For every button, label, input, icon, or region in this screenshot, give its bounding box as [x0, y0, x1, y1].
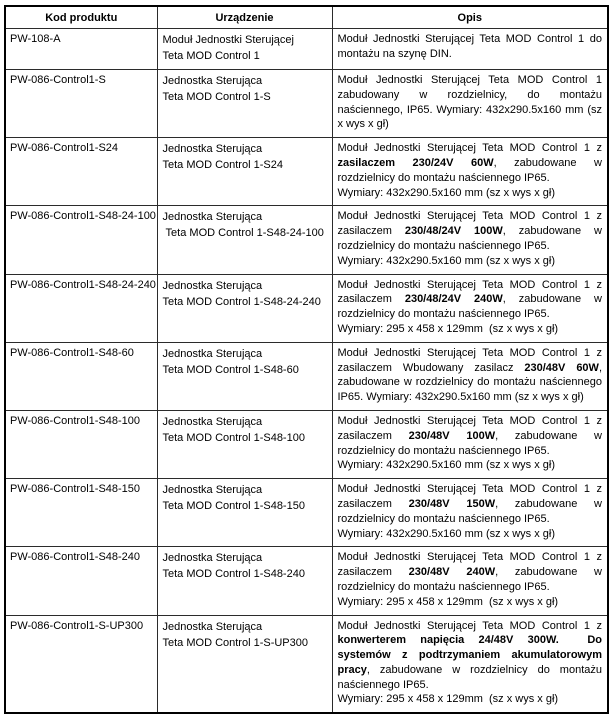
col-header-device: Urządzenie	[157, 6, 332, 29]
table-row	[5, 479, 608, 547]
product-code-cell: PW-086-Control1-S48-24-240	[5, 274, 157, 342]
product-table-head	[5, 6, 608, 29]
device-cell: Jednostka Sterująca Teta MOD Control 1-S48-100	[157, 410, 332, 478]
table-row	[5, 138, 608, 206]
col-header-product-code: Kod produktu	[5, 6, 157, 29]
product-code-cell: PW-086-Control1-S48-60	[5, 342, 157, 410]
table-row	[5, 615, 608, 713]
device-cell: Jednostka Sterująca Teta MOD Control 1-S48-240	[157, 547, 332, 615]
product-code-cell: PW-086-Control1-S-UP300	[5, 615, 157, 713]
col-header-description: Opis	[332, 6, 608, 29]
device-cell: Jednostka Sterująca Teta MOD Control 1-S24	[157, 138, 332, 206]
device-cell: Jednostka Sterująca Teta MOD Control 1-S48-24-240	[157, 274, 332, 342]
device-cell: Moduł Jednostki Sterującej Teta MOD Control 1	[157, 29, 332, 70]
device-cell: Jednostka Sterująca Teta MOD Control 1-S48-150	[157, 479, 332, 547]
description-cell: Moduł Jednostki Sterującej Teta MOD Control 1 z zasilaczem 230/48V 100W, zabudowane w rozdzielnicy do montażu naściennego IP65. Wymiary: 432x290.5x160 mm (sz x wys x gł)	[332, 410, 608, 478]
product-code-cell: PW-086-Control1-S48-150	[5, 479, 157, 547]
product-code-cell: PW-086-Control1-S48-24-100	[5, 206, 157, 274]
description-cell: Moduł Jednostki Sterującej Teta MOD Control 1 z zasilaczem 230/48/24V 240W, zabudowane w rozdzielnicy do montażu naściennego IP65. Wymiary: 295 x 458 x 129mm (sz x wys x gł)	[332, 274, 608, 342]
description-cell: Moduł Jednostki Sterującej Teta MOD Control 1 z zasilaczem Wbudowany zasilacz 230/48V 60W, zabudowane w rozdzielnicy do montażu naściennego IP65. Wymiary: 432x290.5x160 mm (sz x wys x gł)	[332, 342, 608, 410]
product-table	[4, 5, 609, 714]
table-row	[5, 29, 608, 70]
description-cell: Moduł Jednostki Sterującej Teta MOD Control 1 z zasilaczem 230/48V 240W, zabudowane w rozdzielnicy do montażu naściennego IP65. Wymiary: 295 x 458 x 129mm (sz x wys x gł)	[332, 547, 608, 615]
product-table-body	[5, 29, 608, 714]
description-cell: Moduł Jednostki Sterującej Teta MOD Control 1 z zasilaczem 230/24V 60W, zabudowane w rozdzielnicy do montażu naściennego IP65. Wymiary: 432x290.5x160 mm (sz x wys x gł)	[332, 138, 608, 206]
description-cell: Moduł Jednostki Sterującej Teta MOD Control 1 do montażu na szynę DIN.	[332, 29, 608, 70]
description-cell: Moduł Jednostki Sterującej Teta MOD Control 1 z zasilaczem 230/48V 150W, zabudowane w rozdzielnicy do montażu naściennego IP65. Wymiary: 432x290.5x160 mm (sz x wys x gł)	[332, 479, 608, 547]
table-row	[5, 410, 608, 478]
table-row	[5, 547, 608, 615]
product-code-cell: PW-086-Control1-S	[5, 70, 157, 138]
product-code-cell: PW-108-A	[5, 29, 157, 70]
product-code-cell: PW-086-Control1-S24	[5, 138, 157, 206]
device-cell: Jednostka Sterująca Teta MOD Control 1-S-UP300	[157, 615, 332, 713]
description-cell: Moduł Jednostki Sterującej Teta MOD Control 1 z konwerterem napięcia 24/48V 300W. Do systemów z podtrzymaniem akumulatorowym pracy, zabudowane w rozdzielnicy do montażu naściennego IP65. Wymiary: 295 x 458 x 129mm (sz x wys x gł)	[332, 615, 608, 713]
table-row	[5, 70, 608, 138]
product-code-cell: PW-086-Control1-S48-100	[5, 410, 157, 478]
table-row	[5, 206, 608, 274]
product-code-cell: PW-086-Control1-S48-240	[5, 547, 157, 615]
description-cell: Moduł Jednostki Sterującej Teta MOD Control 1 z zasilaczem 230/48/24V 100W, zabudowane w rozdzielnicy do montażu naściennego IP65. Wymiary: 432x290.5x160 mm (sz x wys x gł)	[332, 206, 608, 274]
description-cell: Moduł Jednostki Sterującej Teta MOD Control 1 zabudowany w rozdzielnicy, do montażu naściennego, IP65. Wymiary: 432x290.5x160 mm (sz x wys x gł)	[332, 70, 608, 138]
device-cell: Jednostka Sterująca Teta MOD Control 1-S48-24-100	[157, 206, 332, 274]
table-row	[5, 342, 608, 410]
device-cell: Jednostka Sterująca Teta MOD Control 1-S	[157, 70, 332, 138]
table-row	[5, 274, 608, 342]
device-cell: Jednostka Sterująca Teta MOD Control 1-S48-60	[157, 342, 332, 410]
header-row	[5, 6, 608, 29]
